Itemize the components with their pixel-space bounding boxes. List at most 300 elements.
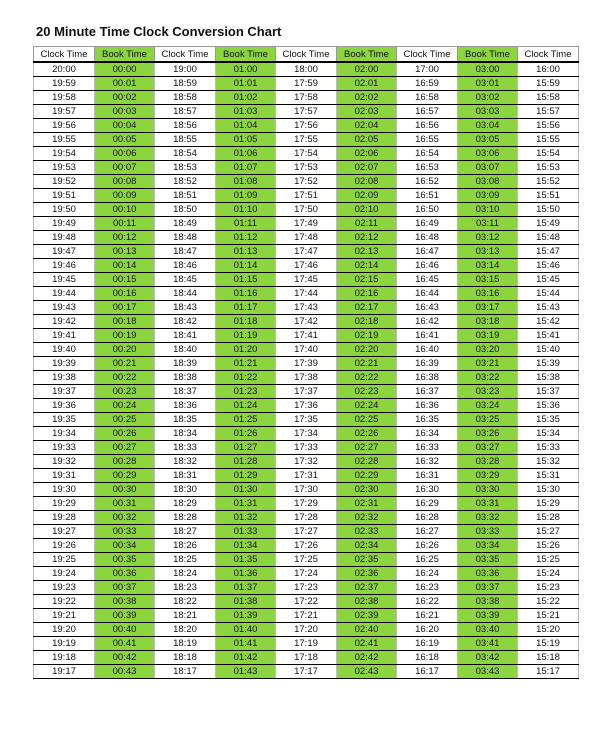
book-time-cell: 03:12 — [458, 231, 518, 245]
clock-time-cell: 17:44 — [276, 287, 337, 301]
clock-time-cell: 16:23 — [397, 581, 458, 595]
clock-time-cell: 18:52 — [155, 175, 216, 189]
clock-time-cell: 17:31 — [276, 469, 337, 483]
book-time-cell: 00:29 — [95, 469, 155, 483]
book-time-cell: 02:31 — [337, 497, 397, 511]
clock-time-cell: 18:50 — [155, 203, 216, 217]
book-time-cell: 01:11 — [216, 217, 276, 231]
book-time-cell: 03:08 — [458, 175, 518, 189]
book-time-cell: 03:15 — [458, 273, 518, 287]
clock-time-cell: 15:52 — [518, 175, 579, 189]
clock-time-cell: 18:19 — [155, 637, 216, 651]
book-time-cell: 02:23 — [337, 385, 397, 399]
book-time-cell: 01:07 — [216, 161, 276, 175]
book-time-cell: 00:34 — [95, 539, 155, 553]
book-time-cell: 00:30 — [95, 483, 155, 497]
book-time-cell: 01:16 — [216, 287, 276, 301]
book-time-cell: 00:33 — [95, 525, 155, 539]
clock-time-cell: 16:39 — [397, 357, 458, 371]
clock-time-cell: 15:38 — [518, 371, 579, 385]
book-time-cell: 02:12 — [337, 231, 397, 245]
book-time-cell: 01:27 — [216, 441, 276, 455]
clock-time-cell: 19:34 — [34, 427, 95, 441]
table-row — [34, 357, 579, 371]
clock-time-cell: 17:19 — [276, 637, 337, 651]
clock-time-cell: 18:22 — [155, 595, 216, 609]
table-row — [34, 511, 579, 525]
table-row — [34, 665, 579, 679]
clock-time-cell: 16:32 — [397, 455, 458, 469]
clock-time-cell: 16:58 — [397, 91, 458, 105]
book-time-cell: 01:28 — [216, 455, 276, 469]
clock-time-cell: 15:45 — [518, 273, 579, 287]
clock-time-cell: 15:34 — [518, 427, 579, 441]
clock-time-cell: 15:24 — [518, 567, 579, 581]
clock-time-cell: 18:25 — [155, 553, 216, 567]
book-time-cell: 02:27 — [337, 441, 397, 455]
book-time-cell: 01:41 — [216, 637, 276, 651]
book-time-cell: 01:17 — [216, 301, 276, 315]
book-time-cell: 01:39 — [216, 609, 276, 623]
clock-time-cell: 20:00 — [34, 62, 95, 77]
clock-time-cell: 16:29 — [397, 497, 458, 511]
book-time-cell: 00:01 — [95, 77, 155, 91]
book-time-cell: 01:33 — [216, 525, 276, 539]
clock-time-cell: 18:59 — [155, 77, 216, 91]
book-time-cell: 02:36 — [337, 567, 397, 581]
clock-time-cell: 15:35 — [518, 413, 579, 427]
book-time-cell: 00:12 — [95, 231, 155, 245]
table-row — [34, 413, 579, 427]
table-row — [34, 427, 579, 441]
clock-time-cell: 15:32 — [518, 455, 579, 469]
book-time-cell: 01:14 — [216, 259, 276, 273]
clock-time-cell: 19:54 — [34, 147, 95, 161]
book-time-cell: 03:09 — [458, 189, 518, 203]
book-time-cell: 01:03 — [216, 105, 276, 119]
book-time-cell: 01:22 — [216, 371, 276, 385]
clock-time-cell: 16:53 — [397, 161, 458, 175]
book-time-cell: 03:31 — [458, 497, 518, 511]
table-row — [34, 637, 579, 651]
clock-time-cell: 16:27 — [397, 525, 458, 539]
table-row — [34, 483, 579, 497]
book-time-cell: 01:35 — [216, 553, 276, 567]
clock-time-cell: 17:45 — [276, 273, 337, 287]
book-time-cell: 02:34 — [337, 539, 397, 553]
clock-time-cell: 15:26 — [518, 539, 579, 553]
book-time-cell: 02:00 — [337, 62, 397, 77]
book-time-cell: 01:21 — [216, 357, 276, 371]
clock-time-cell: 15:18 — [518, 651, 579, 665]
clock-time-cell: 16:40 — [397, 343, 458, 357]
book-time-cell: 02:19 — [337, 329, 397, 343]
table-row — [34, 553, 579, 567]
table-row — [34, 161, 579, 175]
table-row — [34, 441, 579, 455]
clock-time-cell: 18:39 — [155, 357, 216, 371]
book-time-cell: 01:32 — [216, 511, 276, 525]
clock-time-cell: 19:37 — [34, 385, 95, 399]
clock-time-cell: 19:50 — [34, 203, 95, 217]
book-time-cell: 02:01 — [337, 77, 397, 91]
book-time-cell: 01:08 — [216, 175, 276, 189]
clock-time-cell: 15:33 — [518, 441, 579, 455]
clock-time-cell: 19:53 — [34, 161, 95, 175]
clock-time-cell: 17:33 — [276, 441, 337, 455]
book-time-cell: 03:21 — [458, 357, 518, 371]
table-row — [34, 455, 579, 469]
clock-time-cell: 17:27 — [276, 525, 337, 539]
clock-time-cell: 19:30 — [34, 483, 95, 497]
clock-time-cell: 17:29 — [276, 497, 337, 511]
table-row — [34, 651, 579, 665]
clock-time-cell: 17:35 — [276, 413, 337, 427]
book-time-cell: 01:15 — [216, 273, 276, 287]
clock-time-cell: 15:25 — [518, 553, 579, 567]
book-time-cell: 01:10 — [216, 203, 276, 217]
book-time-cell: 00:08 — [95, 175, 155, 189]
table-row — [34, 595, 579, 609]
book-time-cell: 00:20 — [95, 343, 155, 357]
book-time-cell: 03:28 — [458, 455, 518, 469]
clock-time-cell: 18:33 — [155, 441, 216, 455]
clock-time-cell: 17:22 — [276, 595, 337, 609]
clock-time-cell: 17:43 — [276, 301, 337, 315]
clock-time-cell: 19:47 — [34, 245, 95, 259]
book-time-cell: 03:19 — [458, 329, 518, 343]
book-time-cell: 02:02 — [337, 91, 397, 105]
book-time-cell: 01:04 — [216, 119, 276, 133]
book-time-cell: 01:25 — [216, 413, 276, 427]
book-time-cell: 00:39 — [95, 609, 155, 623]
clock-time-cell: 18:49 — [155, 217, 216, 231]
clock-time-cell: 18:43 — [155, 301, 216, 315]
clock-time-cell: 15:39 — [518, 357, 579, 371]
book-time-cell: 00:22 — [95, 371, 155, 385]
clock-time-cell: 15:59 — [518, 77, 579, 91]
clock-time-cell: 19:59 — [34, 77, 95, 91]
table-row — [34, 273, 579, 287]
clock-time-cell: 19:36 — [34, 399, 95, 413]
clock-time-cell: 17:59 — [276, 77, 337, 91]
book-time-cell: 03:16 — [458, 287, 518, 301]
table-row — [34, 217, 579, 231]
clock-time-cell: 16:41 — [397, 329, 458, 343]
book-time-cell: 01:26 — [216, 427, 276, 441]
book-time-cell: 01:05 — [216, 133, 276, 147]
book-time-cell: 03:24 — [458, 399, 518, 413]
book-time-cell: 01:12 — [216, 231, 276, 245]
table-row — [34, 385, 579, 399]
book-time-cell: 00:27 — [95, 441, 155, 455]
table-row — [34, 581, 579, 595]
clock-time-cell: 16:36 — [397, 399, 458, 413]
clock-time-cell: 19:43 — [34, 301, 95, 315]
clock-time-cell: 15:46 — [518, 259, 579, 273]
clock-time-cell: 19:41 — [34, 329, 95, 343]
clock-time-cell: 16:25 — [397, 553, 458, 567]
clock-time-cell: 18:53 — [155, 161, 216, 175]
clock-time-cell: 18:27 — [155, 525, 216, 539]
clock-time-cell: 19:33 — [34, 441, 95, 455]
book-time-cell: 00:40 — [95, 623, 155, 637]
book-time-cell: 02:14 — [337, 259, 397, 273]
clock-time-cell: 16:42 — [397, 315, 458, 329]
clock-time-cell: 15:31 — [518, 469, 579, 483]
book-time-cell: 03:23 — [458, 385, 518, 399]
book-time-cell: 00:42 — [95, 651, 155, 665]
clock-time-cell: 15:49 — [518, 217, 579, 231]
clock-time-cell: 19:19 — [34, 637, 95, 651]
book-time-cell: 00:00 — [95, 62, 155, 77]
header-clock-time-4: Clock Time — [397, 47, 458, 63]
clock-time-cell: 15:20 — [518, 623, 579, 637]
book-time-cell: 03:17 — [458, 301, 518, 315]
table-row — [34, 203, 579, 217]
clock-time-cell: 16:48 — [397, 231, 458, 245]
book-time-cell: 00:37 — [95, 581, 155, 595]
book-time-cell: 00:10 — [95, 203, 155, 217]
clock-time-cell: 16:17 — [397, 665, 458, 679]
clock-time-cell: 16:54 — [397, 147, 458, 161]
clock-time-cell: 16:22 — [397, 595, 458, 609]
clock-time-cell: 17:18 — [276, 651, 337, 665]
book-time-cell: 00:24 — [95, 399, 155, 413]
clock-time-cell: 16:24 — [397, 567, 458, 581]
book-time-cell: 02:41 — [337, 637, 397, 651]
clock-time-cell: 18:37 — [155, 385, 216, 399]
book-time-cell: 02:07 — [337, 161, 397, 175]
book-time-cell: 02:15 — [337, 273, 397, 287]
clock-time-cell: 16:51 — [397, 189, 458, 203]
table-row — [34, 539, 579, 553]
clock-time-cell: 18:40 — [155, 343, 216, 357]
clock-time-cell: 15:17 — [518, 665, 579, 679]
clock-time-cell: 16:57 — [397, 105, 458, 119]
book-time-cell: 02:09 — [337, 189, 397, 203]
clock-time-cell: 16:35 — [397, 413, 458, 427]
table-row — [34, 315, 579, 329]
clock-time-cell: 18:35 — [155, 413, 216, 427]
book-time-cell: 01:42 — [216, 651, 276, 665]
table-row — [34, 301, 579, 315]
clock-time-cell: 18:44 — [155, 287, 216, 301]
header-row — [34, 47, 579, 63]
clock-time-cell: 18:48 — [155, 231, 216, 245]
clock-time-cell: 15:23 — [518, 581, 579, 595]
clock-time-cell: 16:30 — [397, 483, 458, 497]
clock-time-cell: 17:25 — [276, 553, 337, 567]
clock-time-cell: 16:56 — [397, 119, 458, 133]
clock-time-cell: 17:17 — [276, 665, 337, 679]
book-time-cell: 00:07 — [95, 161, 155, 175]
book-time-cell: 02:04 — [337, 119, 397, 133]
book-time-cell: 03:30 — [458, 483, 518, 497]
book-time-cell: 02:39 — [337, 609, 397, 623]
clock-time-cell: 16:43 — [397, 301, 458, 315]
clock-time-cell: 17:21 — [276, 609, 337, 623]
clock-time-cell: 19:55 — [34, 133, 95, 147]
book-time-cell: 00:31 — [95, 497, 155, 511]
clock-time-cell: 16:47 — [397, 245, 458, 259]
clock-time-cell: 16:52 — [397, 175, 458, 189]
book-time-cell: 01:40 — [216, 623, 276, 637]
book-time-cell: 02:08 — [337, 175, 397, 189]
clock-time-cell: 19:45 — [34, 273, 95, 287]
clock-time-cell: 18:54 — [155, 147, 216, 161]
book-time-cell: 02:28 — [337, 455, 397, 469]
clock-time-cell: 15:29 — [518, 497, 579, 511]
book-time-cell: 02:37 — [337, 581, 397, 595]
clock-time-cell: 16:59 — [397, 77, 458, 91]
book-time-cell: 03:20 — [458, 343, 518, 357]
clock-time-cell: 19:00 — [155, 62, 216, 77]
book-time-cell: 03:00 — [458, 62, 518, 77]
book-time-cell: 03:37 — [458, 581, 518, 595]
book-time-cell: 00:15 — [95, 273, 155, 287]
book-time-cell: 01:20 — [216, 343, 276, 357]
book-time-cell: 02:33 — [337, 525, 397, 539]
clock-time-cell: 15:57 — [518, 105, 579, 119]
table-row — [34, 399, 579, 413]
book-time-cell: 03:34 — [458, 539, 518, 553]
book-time-cell: 02:16 — [337, 287, 397, 301]
clock-time-cell: 17:28 — [276, 511, 337, 525]
book-time-cell: 01:01 — [216, 77, 276, 91]
clock-time-cell: 15:54 — [518, 147, 579, 161]
book-time-cell: 03:25 — [458, 413, 518, 427]
book-time-cell: 00:32 — [95, 511, 155, 525]
clock-time-cell: 18:38 — [155, 371, 216, 385]
clock-time-cell: 16:38 — [397, 371, 458, 385]
book-time-cell: 02:24 — [337, 399, 397, 413]
clock-time-cell: 15:40 — [518, 343, 579, 357]
book-time-cell: 00:25 — [95, 413, 155, 427]
book-time-cell: 03:26 — [458, 427, 518, 441]
clock-time-cell: 19:40 — [34, 343, 95, 357]
clock-time-cell: 17:54 — [276, 147, 337, 161]
book-time-cell: 00:03 — [95, 105, 155, 119]
clock-time-cell: 15:37 — [518, 385, 579, 399]
clock-time-cell: 17:55 — [276, 133, 337, 147]
clock-time-cell: 16:31 — [397, 469, 458, 483]
book-time-cell: 03:36 — [458, 567, 518, 581]
book-time-cell: 01:43 — [216, 665, 276, 679]
clock-time-cell: 17:24 — [276, 567, 337, 581]
book-time-cell: 00:17 — [95, 301, 155, 315]
clock-time-cell: 18:28 — [155, 511, 216, 525]
book-time-cell: 02:20 — [337, 343, 397, 357]
clock-time-cell: 18:55 — [155, 133, 216, 147]
table-row — [34, 287, 579, 301]
book-time-cell: 02:10 — [337, 203, 397, 217]
clock-time-cell: 16:19 — [397, 637, 458, 651]
clock-time-cell: 17:00 — [397, 62, 458, 77]
book-time-cell: 00:26 — [95, 427, 155, 441]
table-row — [34, 329, 579, 343]
clock-time-cell: 16:18 — [397, 651, 458, 665]
clock-time-cell: 15:36 — [518, 399, 579, 413]
clock-time-cell: 17:40 — [276, 343, 337, 357]
book-time-cell: 01:37 — [216, 581, 276, 595]
clock-time-cell: 15:50 — [518, 203, 579, 217]
book-time-cell: 03:41 — [458, 637, 518, 651]
book-time-cell: 01:02 — [216, 91, 276, 105]
book-time-cell: 02:26 — [337, 427, 397, 441]
clock-time-cell: 18:41 — [155, 329, 216, 343]
book-time-cell: 03:02 — [458, 91, 518, 105]
clock-time-cell: 16:33 — [397, 441, 458, 455]
clock-time-cell: 19:52 — [34, 175, 95, 189]
clock-time-cell: 19:27 — [34, 525, 95, 539]
book-time-cell: 01:34 — [216, 539, 276, 553]
clock-time-cell: 18:57 — [155, 105, 216, 119]
book-time-cell: 01:00 — [216, 62, 276, 77]
book-time-cell: 00:18 — [95, 315, 155, 329]
book-time-cell: 01:30 — [216, 483, 276, 497]
clock-time-cell: 19:49 — [34, 217, 95, 231]
clock-time-cell: 17:49 — [276, 217, 337, 231]
book-time-cell: 02:13 — [337, 245, 397, 259]
clock-time-cell: 15:48 — [518, 231, 579, 245]
clock-time-cell: 19:25 — [34, 553, 95, 567]
book-time-cell: 01:19 — [216, 329, 276, 343]
clock-time-cell: 15:51 — [518, 189, 579, 203]
clock-time-cell: 17:34 — [276, 427, 337, 441]
clock-time-cell: 15:56 — [518, 119, 579, 133]
clock-time-cell: 15:22 — [518, 595, 579, 609]
clock-time-cell: 17:37 — [276, 385, 337, 399]
clock-time-cell: 18:36 — [155, 399, 216, 413]
book-time-cell: 00:02 — [95, 91, 155, 105]
table-row — [34, 189, 579, 203]
book-time-cell: 02:40 — [337, 623, 397, 637]
clock-time-cell: 16:46 — [397, 259, 458, 273]
clock-time-cell: 18:51 — [155, 189, 216, 203]
clock-time-cell: 19:39 — [34, 357, 95, 371]
clock-time-cell: 18:46 — [155, 259, 216, 273]
clock-time-cell: 16:34 — [397, 427, 458, 441]
table-row — [34, 497, 579, 511]
book-time-cell: 03:03 — [458, 105, 518, 119]
book-time-cell: 00:06 — [95, 147, 155, 161]
clock-time-cell: 17:39 — [276, 357, 337, 371]
book-time-cell: 00:04 — [95, 119, 155, 133]
clock-time-cell: 18:21 — [155, 609, 216, 623]
clock-time-cell: 18:34 — [155, 427, 216, 441]
book-time-cell: 02:06 — [337, 147, 397, 161]
book-time-cell: 00:11 — [95, 217, 155, 231]
clock-time-cell: 18:30 — [155, 483, 216, 497]
clock-time-cell: 18:56 — [155, 119, 216, 133]
table-row — [34, 77, 579, 91]
book-time-cell: 02:11 — [337, 217, 397, 231]
table-body — [34, 62, 579, 679]
book-time-cell: 03:38 — [458, 595, 518, 609]
book-time-cell: 02:38 — [337, 595, 397, 609]
book-time-cell: 01:29 — [216, 469, 276, 483]
book-time-cell: 03:06 — [458, 147, 518, 161]
book-time-cell: 03:43 — [458, 665, 518, 679]
book-time-cell: 02:32 — [337, 511, 397, 525]
clock-time-cell: 18:20 — [155, 623, 216, 637]
clock-time-cell: 18:47 — [155, 245, 216, 259]
clock-time-cell: 17:51 — [276, 189, 337, 203]
clock-time-cell: 18:17 — [155, 665, 216, 679]
header-clock-time-3: Clock Time — [276, 47, 337, 63]
clock-time-cell: 15:53 — [518, 161, 579, 175]
